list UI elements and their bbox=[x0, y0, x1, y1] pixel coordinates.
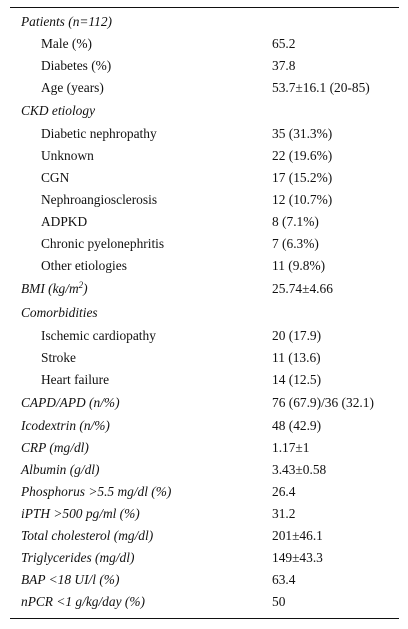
table-body bbox=[10, 11, 399, 613]
table-row-section bbox=[10, 437, 399, 459]
row-label: Patients (n=112) bbox=[21, 14, 112, 29]
row-value: 20 (17.9) bbox=[272, 328, 322, 343]
table-row bbox=[10, 145, 399, 167]
table-row bbox=[10, 347, 399, 369]
row-label: Heart failure bbox=[41, 372, 110, 387]
row-label: Icodextrin (n/%) bbox=[21, 418, 110, 433]
row-label: ADPKD bbox=[41, 214, 88, 229]
row-label: Nephroangiosclerosis bbox=[41, 192, 158, 207]
row-label-suffix: ) bbox=[83, 281, 88, 296]
table-row bbox=[10, 369, 399, 391]
row-label-cell bbox=[10, 347, 263, 369]
row-label-cell bbox=[10, 437, 263, 459]
patient-characteristics-table bbox=[10, 11, 399, 613]
row-label-cell bbox=[10, 211, 263, 233]
row-label: CRP (mg/dl) bbox=[21, 440, 89, 455]
row-value: 50 bbox=[272, 594, 286, 609]
row-label: Diabetes (%) bbox=[41, 58, 112, 73]
row-label-cell bbox=[10, 391, 263, 415]
row-value: 53.7±16.1 (20-85) bbox=[272, 80, 370, 95]
row-label-cell bbox=[10, 301, 263, 325]
row-label: CAPD/APD (n/%) bbox=[21, 395, 120, 410]
row-label-cell bbox=[10, 369, 263, 391]
row-value: 17 (15.2%) bbox=[272, 170, 333, 185]
table-row bbox=[10, 55, 399, 77]
row-label: Stroke bbox=[41, 350, 76, 365]
row-label: Chronic pyelonephritis bbox=[41, 236, 165, 251]
row-label: Male (%) bbox=[41, 36, 92, 51]
row-label-cell bbox=[10, 233, 263, 255]
row-value: 7 (6.3%) bbox=[272, 236, 319, 251]
row-value: 31.2 bbox=[272, 506, 296, 521]
row-label-cell bbox=[10, 547, 263, 569]
row-label: Ischemic cardiopathy bbox=[41, 328, 156, 343]
row-label: nPCR <1 g/kg/day (%) bbox=[21, 594, 145, 609]
row-value: 8 (7.1%) bbox=[272, 214, 319, 229]
row-label-cell bbox=[10, 569, 263, 591]
row-label-cell bbox=[10, 481, 263, 503]
row-value: 35 (31.3%) bbox=[272, 126, 333, 141]
table-row bbox=[10, 233, 399, 255]
row-value: 65.2 bbox=[272, 36, 296, 51]
row-label-cell bbox=[10, 99, 263, 123]
row-label: Albumin (g/dl) bbox=[21, 462, 100, 477]
row-label-superscript: 2 bbox=[78, 280, 84, 290]
row-label: BAP <18 UI/l (%) bbox=[21, 572, 120, 587]
row-value: 11 (9.8%) bbox=[272, 258, 326, 273]
row-value: 22 (19.6%) bbox=[272, 148, 333, 163]
row-label: CGN bbox=[41, 170, 70, 185]
table-row-section bbox=[10, 547, 399, 569]
table-row bbox=[10, 255, 399, 277]
row-label: Other etiologies bbox=[41, 258, 127, 273]
row-value: 26.4 bbox=[272, 484, 296, 499]
row-value: 14 (12.5) bbox=[272, 372, 322, 387]
row-label: CKD etiology bbox=[21, 103, 96, 118]
table-row-section bbox=[10, 301, 399, 325]
row-value: 3.43±0.58 bbox=[272, 462, 327, 477]
row-label-cell bbox=[10, 415, 263, 437]
row-value: 63.4 bbox=[272, 572, 296, 587]
table-row bbox=[10, 167, 399, 189]
table-row-section bbox=[10, 459, 399, 481]
row-label: Unknown bbox=[41, 148, 94, 163]
table-row-section bbox=[10, 591, 399, 613]
row-label: Triglycerides (mg/dl) bbox=[21, 550, 135, 565]
row-value bbox=[263, 301, 399, 325]
table-row-section bbox=[10, 11, 399, 33]
row-value: 12 (10.7%) bbox=[272, 192, 333, 207]
row-value: 25.74±4.66 bbox=[272, 281, 333, 296]
row-value bbox=[263, 99, 399, 123]
table-row-section bbox=[10, 481, 399, 503]
row-value: 11 (13.6) bbox=[272, 350, 321, 365]
table-row-section bbox=[10, 569, 399, 591]
table-row bbox=[10, 325, 399, 347]
top-rule bbox=[10, 7, 399, 8]
table-row bbox=[10, 33, 399, 55]
row-label: iPTH >500 pg/ml (%) bbox=[21, 506, 140, 521]
row-label-cell bbox=[10, 255, 263, 277]
row-label-cell bbox=[10, 77, 263, 99]
table-row-section bbox=[10, 391, 399, 415]
row-label-cell bbox=[10, 525, 263, 547]
row-label-cell bbox=[10, 189, 263, 211]
table-row-section bbox=[10, 503, 399, 525]
row-label: BMI (kg/m bbox=[21, 281, 79, 296]
row-value: 76 (67.9)/36 (32.1) bbox=[272, 395, 374, 410]
table-row bbox=[10, 211, 399, 233]
row-label-cell bbox=[10, 11, 263, 33]
row-value: 48 (42.9) bbox=[272, 418, 322, 433]
row-label-cell bbox=[10, 33, 263, 55]
row-value: 1.17±1 bbox=[272, 440, 310, 455]
table-row bbox=[10, 77, 399, 99]
row-label-cell bbox=[10, 277, 263, 301]
row-label-cell bbox=[10, 591, 263, 613]
characteristics-table-frame bbox=[10, 7, 399, 619]
row-value: 201±46.1 bbox=[272, 528, 323, 543]
row-label-cell bbox=[10, 459, 263, 481]
row-label: Phosphorus >5.5 mg/dl (%) bbox=[21, 484, 172, 499]
row-label-cell bbox=[10, 503, 263, 525]
table-row-section bbox=[10, 415, 399, 437]
row-label-cell bbox=[10, 55, 263, 77]
table-row bbox=[10, 123, 399, 145]
row-label-cell bbox=[10, 167, 263, 189]
bottom-rule bbox=[10, 618, 399, 619]
table-row-section bbox=[10, 277, 399, 301]
row-label: Comorbidities bbox=[21, 305, 98, 320]
row-label-cell bbox=[10, 123, 263, 145]
row-value: 37.8 bbox=[272, 58, 296, 73]
row-value bbox=[263, 11, 399, 33]
table-row-section bbox=[10, 99, 399, 123]
row-value: 149±43.3 bbox=[272, 550, 323, 565]
row-label: Diabetic nephropathy bbox=[41, 126, 157, 141]
row-label-cell bbox=[10, 145, 263, 167]
table-row-section bbox=[10, 525, 399, 547]
row-label: Age (years) bbox=[41, 80, 104, 95]
row-label-cell bbox=[10, 325, 263, 347]
table-row bbox=[10, 189, 399, 211]
row-label: Total cholesterol (mg/dl) bbox=[21, 528, 154, 543]
